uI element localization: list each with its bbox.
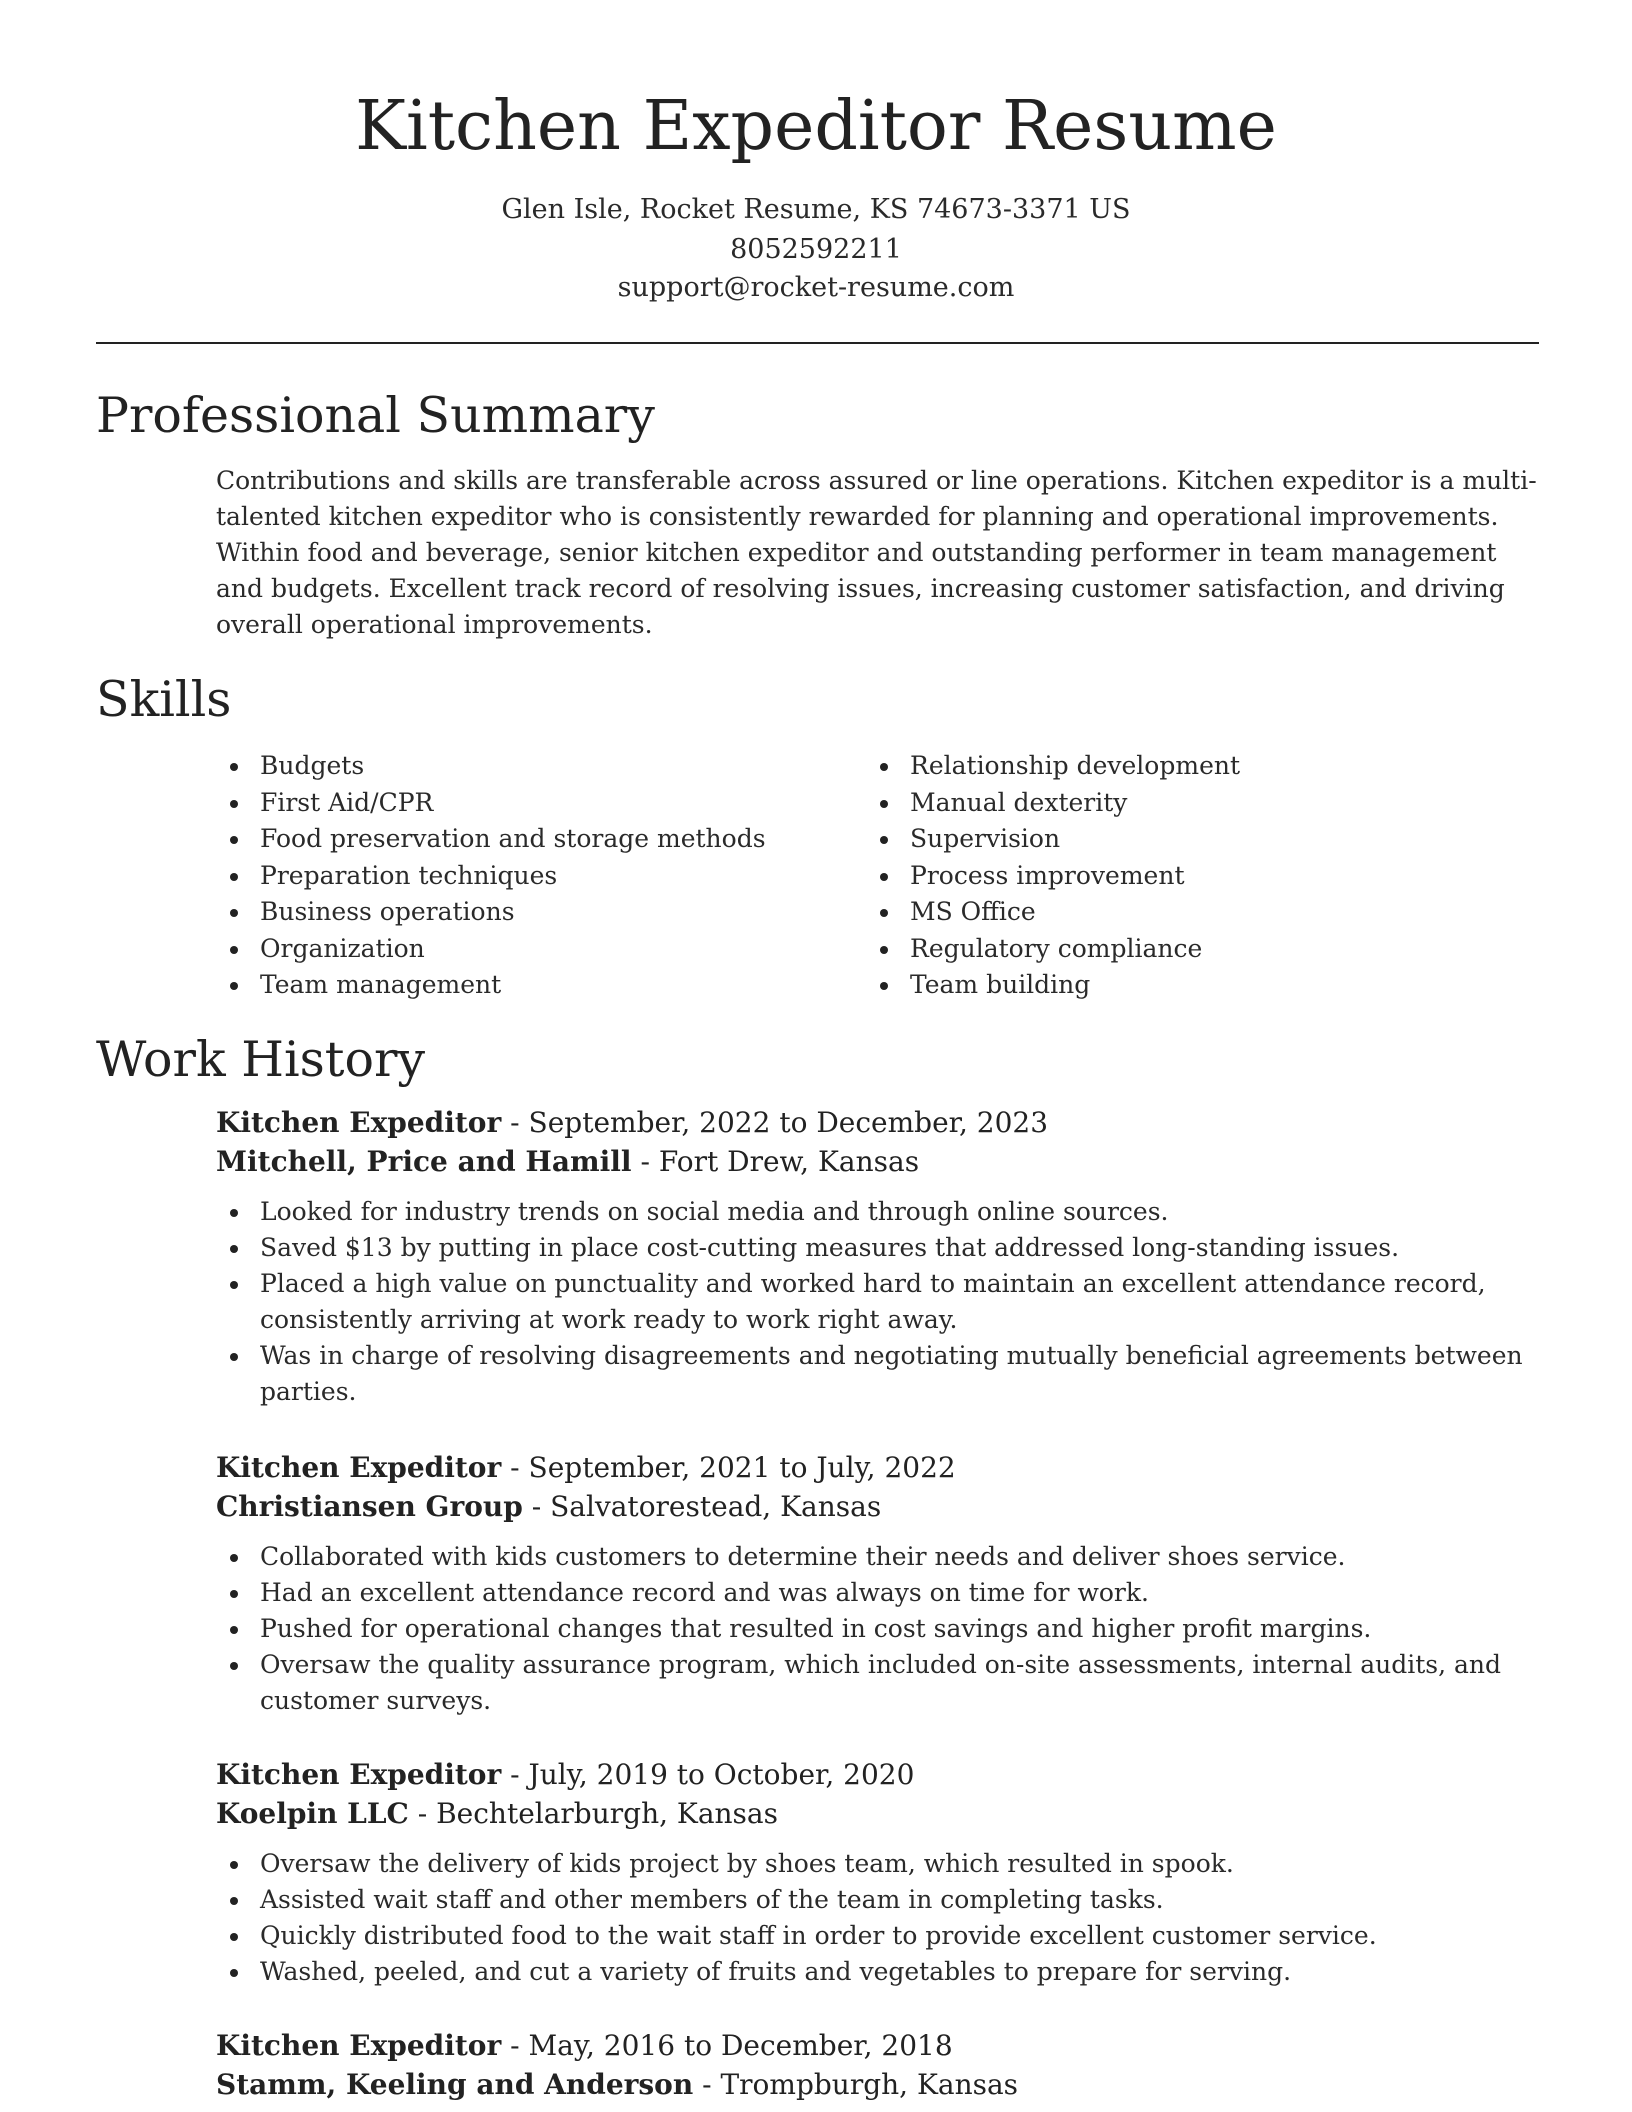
skill-item: First Aid/CPR: [216, 785, 856, 822]
job-entry: [216, 1448, 1546, 1719]
job-duty: Placed a high value on punctuality and worked hard to maintain an excellent attendance record, consistently arriving at work ready to work right away.: [216, 1266, 1546, 1338]
job-location: Salvatorestead, Kansas: [550, 1490, 882, 1523]
job-duty: Looked for industry trends on social media and through online sources.: [216, 1194, 1546, 1230]
job-duty: Was in charge of resolving disagreements and negotiating mutually beneficial agreements between parties.: [216, 1338, 1546, 1410]
skills-list-right: [866, 748, 1526, 1004]
skill-item: Food preservation and storage methods: [216, 821, 856, 858]
summary-text: Contributions and skills are transferable across assured or line operations. Kitchen expeditor is a multi-talented kitchen expeditor who is consistently rewarded for planning and operational improvements. Within food and beverage, senior kitchen expeditor and outstanding performer in team management and budgets. Excellent track record of resolving issues, increasing customer satisfaction, and driving overall operational improvements.: [216, 466, 1537, 639]
job-entry: [216, 2026, 1546, 2104]
header-divider: [96, 342, 1539, 344]
job-company: Stamm, Keeling and Anderson: [216, 2068, 694, 2101]
job-dates: September, 2022 to December, 2023: [528, 1106, 1049, 1139]
skill-item: Organization: [216, 931, 856, 968]
skill-item: Team building: [866, 967, 1526, 1004]
job-duty: Oversaw the quality assurance program, which included on-site assessments, internal audits, and customer surveys.: [216, 1647, 1546, 1719]
job-dates: July, 2019 to October, 2020: [528, 1758, 915, 1791]
job-location: Fort Drew, Kansas: [658, 1145, 920, 1178]
job-duty: Pushed for operational changes that resulted in cost savings and higher profit margins.: [216, 1611, 1546, 1647]
section-heading-skills: Skills: [96, 671, 232, 728]
job-duty: Quickly distributed food to the wait staff in order to provide excellent customer service.: [216, 1918, 1546, 1954]
section-heading-summary: Professional Summary: [96, 387, 655, 444]
skill-item: Budgets: [216, 748, 856, 785]
skill-item: Relationship development: [866, 748, 1526, 785]
contact-phone: 8052592211: [730, 234, 902, 265]
job-dates: September, 2021 to July, 2022: [528, 1451, 956, 1484]
job-company: Mitchell, Price and Hamill: [216, 1145, 632, 1178]
job-location: Bechtelarburgh, Kansas: [436, 1797, 778, 1830]
job-duty: Collaborated with kids customers to determine their needs and deliver shoes service.: [216, 1539, 1546, 1575]
skill-item: Supervision: [866, 821, 1526, 858]
job-duty: Washed, peeled, and cut a variety of fruits and vegetables to prepare for serving.: [216, 1954, 1546, 1990]
job-company-line: Mitchell, Price and Hamill - Fort Drew, Kansas: [216, 1145, 920, 1178]
job-title-line: Kitchen Expeditor - July, 2019 to October, 2020: [216, 1758, 915, 1791]
job-company: Koelpin LLC: [216, 1797, 409, 1830]
section-heading-work-history: Work History: [96, 1031, 426, 1088]
job-duties-list: [216, 1846, 1546, 1990]
job-duties-list: [216, 1539, 1546, 1719]
job-company-line: Christiansen Group - Salvatorestead, Kansas: [216, 1490, 882, 1523]
job-title-line: Kitchen Expeditor - May, 2016 to December, 2018: [216, 2029, 953, 2062]
skill-item: MS Office: [866, 894, 1526, 931]
job-entry: [216, 1103, 1546, 1410]
skill-item: Manual dexterity: [866, 785, 1526, 822]
job-company-line: Stamm, Keeling and Anderson - Trompburgh, Kansas: [216, 2068, 1019, 2101]
contact-address: Glen Isle, Rocket Resume, KS 74673-3371 US: [501, 194, 1131, 225]
job-title-line: Kitchen Expeditor - September, 2021 to July, 2022: [216, 1451, 956, 1484]
job-company: Christiansen Group: [216, 1490, 523, 1523]
skills-list-left: [216, 748, 856, 1004]
skill-item: Regulatory compliance: [866, 931, 1526, 968]
skill-item: Business operations: [216, 894, 856, 931]
resume-title: Kitchen Expeditor Resume: [355, 87, 1277, 166]
contact-email: support@rocket-resume.com: [617, 272, 1015, 303]
job-title: Kitchen Expeditor: [216, 1106, 502, 1139]
job-duty: Oversaw the delivery of kids project by shoes team, which resulted in spook.: [216, 1846, 1546, 1882]
job-duty: Assisted wait staff and other members of the team in completing tasks.: [216, 1882, 1546, 1918]
job-title: Kitchen Expeditor: [216, 1451, 502, 1484]
job-dates: May, 2016 to December, 2018: [528, 2029, 953, 2062]
job-title-line: Kitchen Expeditor - September, 2022 to December, 2023: [216, 1106, 1049, 1139]
job-title: Kitchen Expeditor: [216, 2029, 502, 2062]
job-title: Kitchen Expeditor: [216, 1758, 502, 1791]
job-entry: [216, 1755, 1546, 1990]
job-location: Trompburgh, Kansas: [720, 2068, 1019, 2101]
job-duty: Had an excellent attendance record and was always on time for work.: [216, 1575, 1546, 1611]
job-duties-list: [216, 1194, 1546, 1410]
skill-item: Preparation techniques: [216, 858, 856, 895]
skill-item: Team management: [216, 967, 856, 1004]
skill-item: Process improvement: [866, 858, 1526, 895]
job-duty: Saved $13 by putting in place cost-cutting measures that addressed long-standing issues.: [216, 1230, 1546, 1266]
job-company-line: Koelpin LLC - Bechtelarburgh, Kansas: [216, 1797, 778, 1830]
